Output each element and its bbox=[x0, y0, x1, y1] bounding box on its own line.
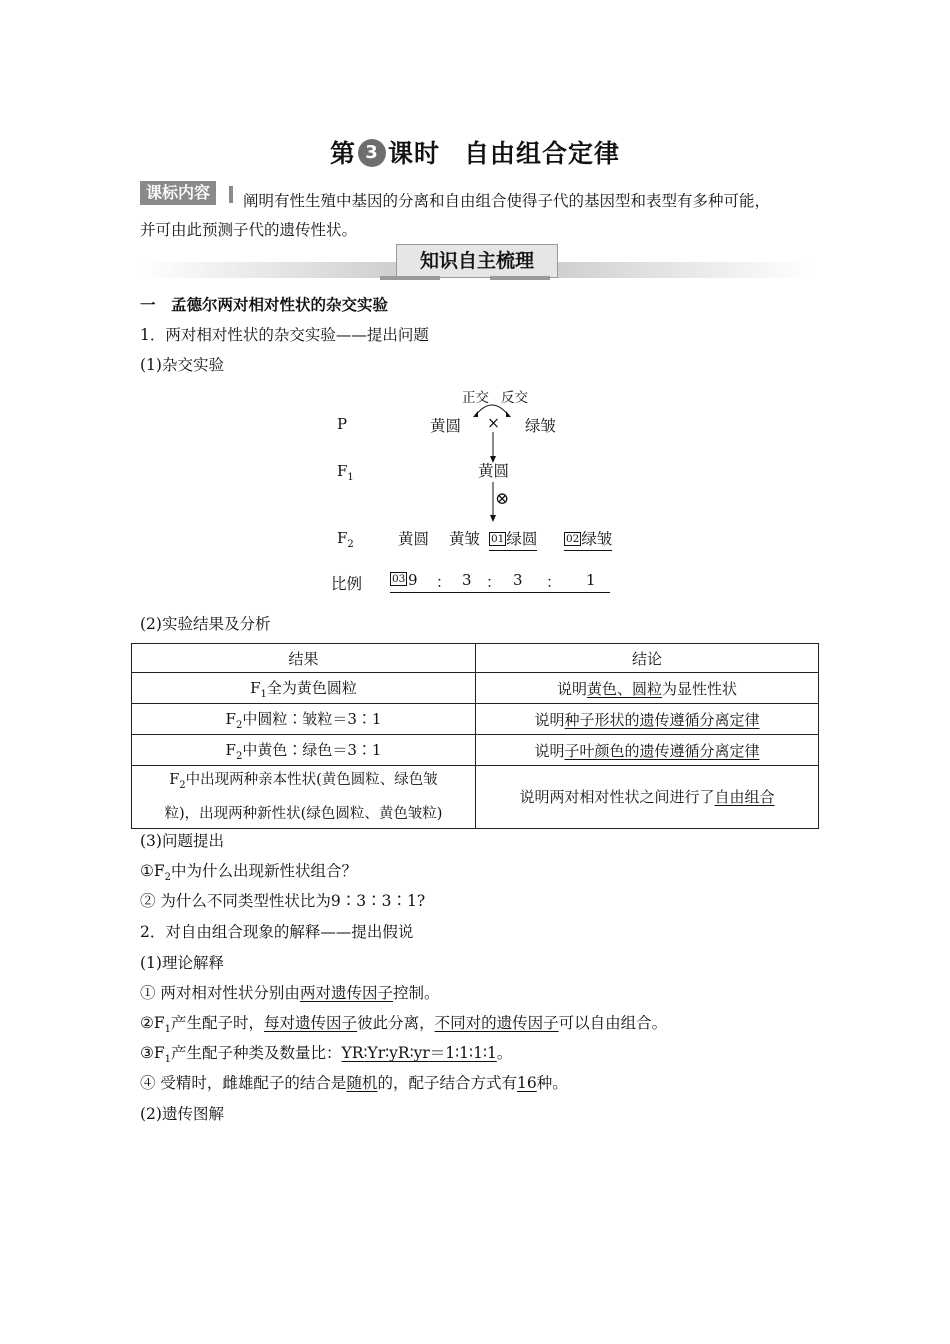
heading-1: 1．两对相对性状的杂交实验——提出问题 bbox=[140, 326, 429, 344]
table-header-row bbox=[132, 644, 819, 673]
standard-text-line2: 并可由此预测子代的遗传性状。 bbox=[140, 221, 358, 239]
f2-phenotype-1: 黄圆 bbox=[398, 530, 430, 548]
explanation-4: ④ 受精时，雌雄配子的结合是随机的，配子结合方式有16种。 bbox=[140, 1074, 568, 1092]
table-cell-conclusion: 说明黄色、圆粒为显性性状 bbox=[476, 673, 819, 704]
ratio-value-2: 3 bbox=[462, 571, 472, 589]
arc-label-reverse: 反交 bbox=[501, 390, 528, 406]
heading-part1: 一 孟德尔两对相对性状的杂交实验 bbox=[140, 295, 389, 314]
heading-1-2: (2)实验结果及分析 bbox=[140, 615, 271, 633]
heading-2: 2．对自由组合现象的解释——提出假说 bbox=[140, 923, 414, 941]
table-cell-conclusion: 说明种子形状的遗传遵循分离定律 bbox=[476, 704, 819, 735]
heading-2-2: (2)遗传图解 bbox=[140, 1105, 224, 1123]
answer-fill: 随机 bbox=[346, 1074, 378, 1092]
title-prefix: 第 bbox=[329, 139, 356, 168]
banner-rule-left bbox=[140, 262, 396, 278]
ratio-sep-1: ： bbox=[436, 573, 452, 591]
ratio-value-4: 1 bbox=[586, 571, 596, 589]
question-1: $①F_2$中为什么出现新性状组合？ bbox=[140, 862, 358, 884]
ratio-sep-2: ： bbox=[486, 573, 502, 591]
page-title bbox=[0, 134, 950, 170]
f2-phenotype-4: 绿皱 bbox=[581, 530, 613, 548]
answer-fill: 自由组合 bbox=[714, 788, 775, 807]
p-phenotype-left: 黄圆 bbox=[430, 417, 462, 435]
explanation-3: $③F_1$产生配子种类及数量比：YR∶Yr∶yR∶yr＝1∶1∶1∶1。 bbox=[140, 1044, 513, 1066]
table-cell-result: $F_2$中出现两种亲本性状(黄色圆粒、绿色皱 粒)，出现两种新性状(绿色圆粒、黄色皱粒) bbox=[132, 766, 476, 829]
table-header: 结论 bbox=[476, 644, 819, 673]
banner-rule-right bbox=[556, 262, 811, 278]
blank-number-03: 03 bbox=[392, 573, 406, 585]
blank-number-01: 01 bbox=[491, 533, 505, 545]
standard-badge-bar bbox=[229, 186, 233, 203]
table-cell-result: $F_2$中黄色∶绿色＝3∶1 bbox=[132, 735, 476, 766]
gen-label-f2: $F_2$ bbox=[337, 529, 354, 550]
gen-label-f1: $F_1$ bbox=[337, 462, 354, 483]
answer-fill: 两对遗传因子 bbox=[299, 984, 393, 1002]
table-cell-result: $F_2$中圆粒∶皱粒＝3∶1 bbox=[132, 704, 476, 735]
f2-phenotype-2: 黄皱 bbox=[449, 530, 481, 548]
table-header: 结果 bbox=[132, 644, 476, 673]
blank-number-02: 02 bbox=[566, 533, 580, 545]
table-row bbox=[132, 766, 819, 829]
explanation-1: ① 两对相对性状分别由两对遗传因子控制。 bbox=[140, 984, 440, 1002]
table-cell-conclusion: 说明子叶颜色的遗传遵循分离定律 bbox=[476, 735, 819, 766]
standard-badge: 课标内容 bbox=[140, 181, 216, 205]
section-banner: 知识自主梳理 bbox=[396, 244, 558, 278]
answer-fill: 16 bbox=[516, 1074, 537, 1092]
table-cell-result: $F_1$全为黄色圆粒 bbox=[132, 673, 476, 704]
ratio-value-3: 3 bbox=[513, 571, 523, 589]
answer-fill: 种子形状的遗传遵循分离定律 bbox=[564, 710, 760, 729]
answer-fill: 子叶颜色的遗传遵循分离定律 bbox=[564, 741, 760, 760]
f2-phenotype-3: 绿圆 bbox=[506, 530, 538, 548]
gen-label-p: P bbox=[337, 415, 348, 433]
table-row bbox=[132, 735, 819, 766]
f2-blank-2 bbox=[564, 527, 612, 551]
answer-fill: YR∶Yr∶yR∶yr＝1∶1∶1∶1 bbox=[341, 1044, 497, 1062]
self-cross-symbol: ⊗ bbox=[495, 489, 510, 509]
heading-2-1: (1)理论解释 bbox=[140, 954, 224, 972]
table-cell-conclusion: 说明两对相对性状之间进行了自由组合 bbox=[476, 766, 819, 829]
arc-label-forward: 正交 bbox=[462, 390, 489, 406]
banner-deco-right bbox=[490, 276, 550, 280]
ratio-value-1: 9 bbox=[408, 571, 418, 589]
table-row bbox=[132, 704, 819, 735]
explanation-2: $②F_1$产生配子时，每对遗传因子彼此分离，不同对的遗传因子可以自由组合。 bbox=[140, 1014, 668, 1036]
lesson-number-badge: 3 bbox=[358, 139, 386, 167]
ratio-label: 比例 bbox=[331, 575, 363, 593]
answer-fill: 黄色、圆粒 bbox=[586, 679, 662, 698]
table-row bbox=[132, 673, 819, 704]
cross-symbol: × bbox=[487, 414, 500, 432]
answer-fill: 不同对的遗传因子 bbox=[434, 1014, 559, 1032]
f2-blank-1 bbox=[489, 527, 537, 551]
heading-1-1: (1)杂交实验 bbox=[140, 356, 224, 374]
title-topic: 自由组合定律 bbox=[464, 139, 621, 168]
results-table bbox=[131, 643, 819, 829]
question-2: ② 为什么不同类型性状比为9∶3∶3∶1? bbox=[140, 892, 426, 910]
banner-deco-left bbox=[380, 276, 440, 280]
answer-fill: 每对遗传因子 bbox=[264, 1014, 358, 1032]
standard-text-line1: 阐明有性生殖中基因的分离和自由组合使得子代的基因型和表型有多种可能， bbox=[243, 192, 771, 210]
ratio-sep-3: ： bbox=[546, 573, 562, 591]
p-phenotype-right: 绿皱 bbox=[525, 417, 557, 435]
title-suffix: 课时 bbox=[387, 139, 440, 168]
heading-1-3: (3)问题提出 bbox=[140, 832, 224, 850]
f1-phenotype: 黄圆 bbox=[478, 462, 510, 480]
